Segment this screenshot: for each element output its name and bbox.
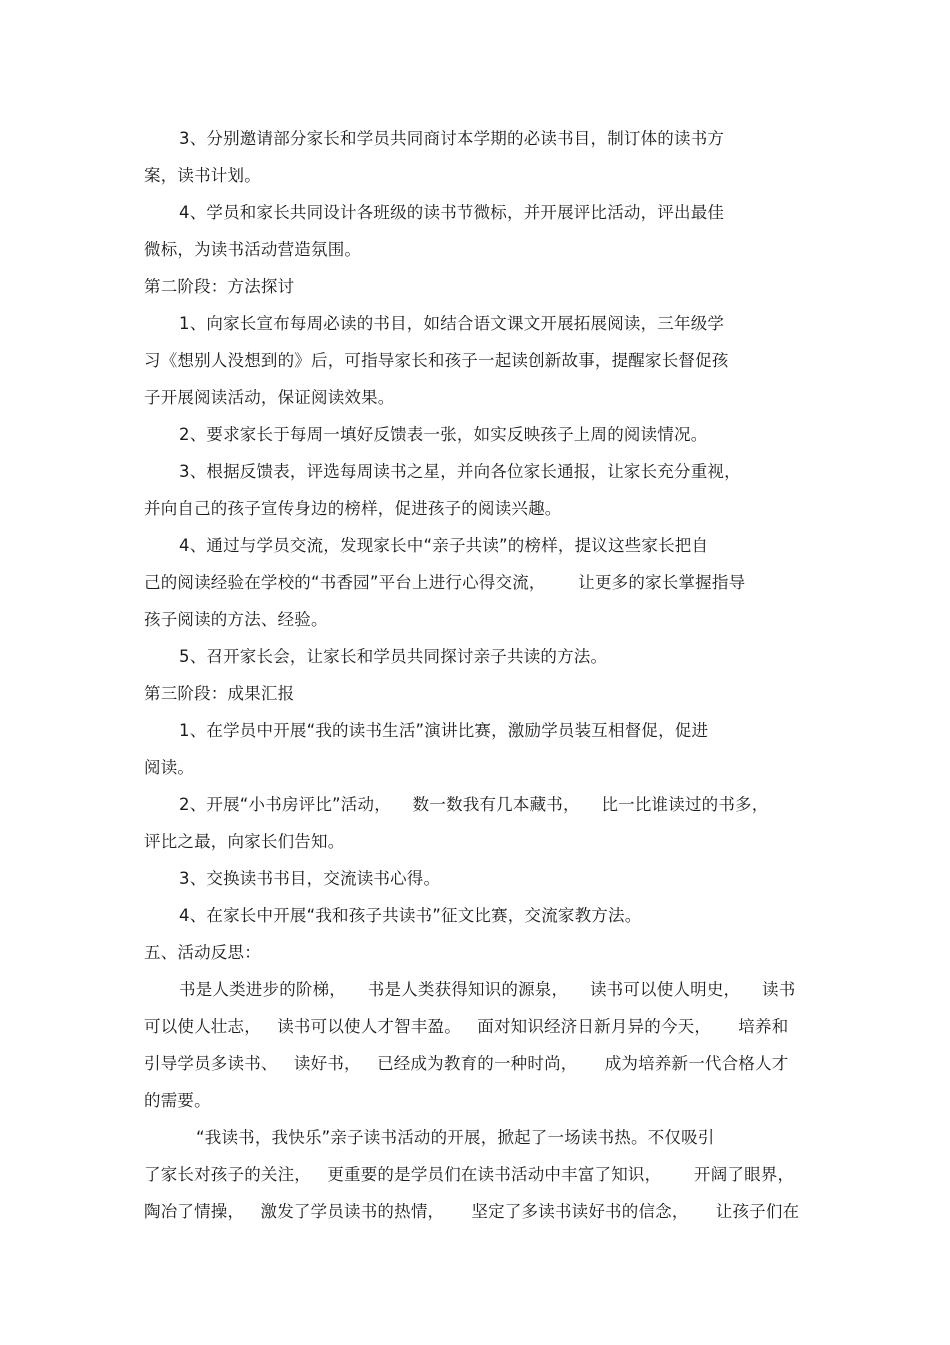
text-line: 引导学员多读书、 读好书， 已经成为教育的一种时尚， 成为培养新一代合格人才 (144, 1054, 789, 1073)
text-line: 书是人类进步的阶梯， 书是人类获得知识的源泉， 读书可以使人明史， 读书 (179, 980, 796, 999)
text-line: 3、交换读书书目，交流读书心得。 (179, 869, 441, 888)
text-line: 4、在家长中开展“我和孩子共读书”征文比赛，交流家教方法。 (179, 906, 642, 925)
text-line: 3、分别邀请部分家长和学员共同商讨本学期的必读书目，制订体的读书方 (179, 129, 725, 148)
text-line: 4、学员和家长共同设计各班级的读书节微标，并开展评比活动，评出最佳 (179, 203, 725, 222)
text-line: 评比之最，向家长们告知。 (144, 832, 345, 851)
text-line: 习《想别人没想到的》后，可指导家长和孩子一起读创新故事，提醒家长督促孩 (144, 351, 729, 370)
text-line: 微标，为读书活动营造氛围。 (144, 240, 362, 259)
text-line: 陶冶了情操， 激发了学员读书的热情， 坚定了多读书读好书的信念， 让孩子们在 (144, 1202, 800, 1221)
text-line: 3、根据反馈表，评选每周读书之星，并向各位家长通报，让家长充分重视， (179, 462, 741, 481)
text-line: 可以使人壮志， 读书可以使人才智丰盈。 面对知识经济日新月异的今天， 培养和 (144, 1017, 789, 1036)
text-line: 1、在学员中开展“我的读书生活”演讲比赛，激励学员装互相督促，促进 (179, 721, 709, 740)
section-heading: 第三阶段：成果汇报 (144, 684, 295, 703)
text-line: 4、通过与学员交流，发现家长中“亲子共读”的榜样，提议这些家长把自 (179, 536, 709, 555)
text-line: “我读书，我快乐”亲子读书活动的开展，掀起了一场读书热。不仅吸引 (196, 1128, 715, 1147)
text-line: 并向自己的孩子宣传身边的榜样，促进孩子的阅读兴趣。 (144, 499, 562, 518)
text-line: 的需要。 (144, 1091, 211, 1110)
text-line: 案，读书计划。 (144, 166, 261, 185)
text-line: 了家长对孩子的关注， 更重要的是学员们在读书活动中丰富了知识， 开阔了眼界， (144, 1165, 795, 1184)
text-line: 2、要求家长于每周一填好反馈表一张，如实反映孩子上周的阅读情况。 (179, 425, 708, 444)
text-line: 5、召开家长会，让家长和学员共同探讨亲子共读的方法。 (179, 647, 608, 666)
text-line: 2、开展“小书房评比”活动， 数一数我有几本藏书， 比一比谁读过的书多， (179, 795, 769, 814)
text-line: 阅读。 (144, 758, 195, 777)
section-heading: 第二阶段：方法探讨 (144, 277, 295, 296)
text-line: 己的阅读经验在学校的“书香园”平台上进行心得交流， 让更多的家长掌握指导 (144, 573, 746, 592)
text-line: 子开展阅读活动，保证阅读效果。 (144, 388, 395, 407)
text-line: 孩子阅读的方法、经验。 (144, 610, 328, 629)
section-heading: 五、活动反思： (144, 943, 261, 962)
text-line: 1、向家长宣布每周必读的书目，如结合语文课文开展拓展阅读，三年级学 (179, 314, 725, 333)
